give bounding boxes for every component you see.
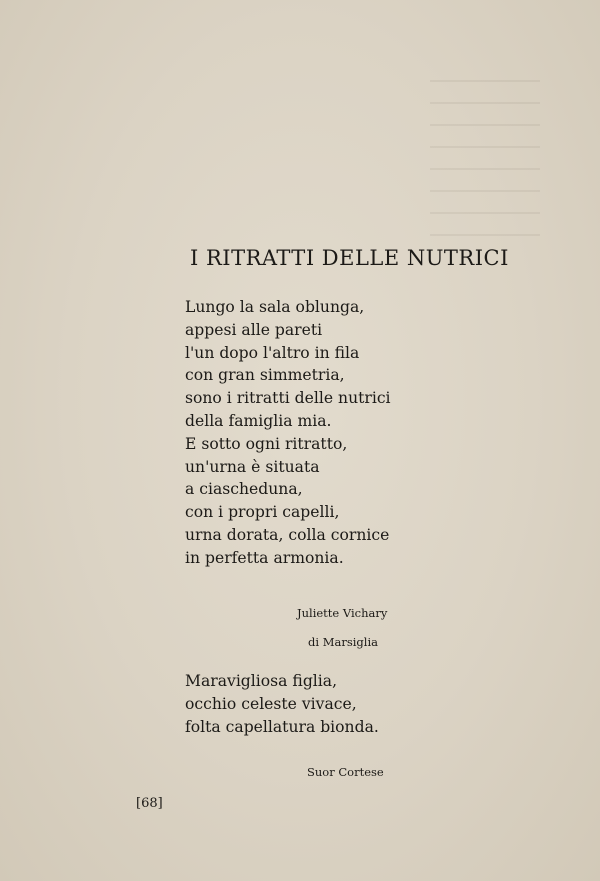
author-origin: di Marsiglia <box>308 635 378 649</box>
page-number: [68] <box>136 796 163 811</box>
poem-line: folta capellatura bionda. <box>185 717 379 736</box>
poem-line: con gran simmetria, <box>185 366 345 385</box>
poem-line: sono i ritratti delle nutrici <box>185 389 391 408</box>
poem-line: l'un dopo l'altro in fila <box>185 343 360 362</box>
second-author-signature: Suor Cortese <box>307 765 384 779</box>
second-poem-body <box>185 670 379 738</box>
poem-line: appesi alle pareti <box>185 320 323 339</box>
author-signature: Juliette Vichary <box>297 606 388 620</box>
show-through-text <box>430 80 540 250</box>
poem-line: Lungo la sala oblunga, <box>185 298 365 316</box>
poem-line: Maravigliosa figlia, <box>185 672 338 690</box>
poem-line: occhio celeste vivace, <box>185 694 357 713</box>
poem-line: urna dorata, colla cornice <box>185 525 390 544</box>
poem-title: I RITRATTI DELLE NUTRICI <box>190 246 509 270</box>
poem-line: un'urna è situata <box>185 457 320 476</box>
poem-line: a ciascheduna, <box>185 480 303 499</box>
poem-line: della famiglia mia. <box>185 411 332 430</box>
poem-line: E sotto ogni ritratto, <box>185 434 348 453</box>
poem-body <box>185 296 391 570</box>
poem-line: in perfetta armonia. <box>185 548 344 567</box>
poem-line: con i propri capelli, <box>185 503 340 522</box>
